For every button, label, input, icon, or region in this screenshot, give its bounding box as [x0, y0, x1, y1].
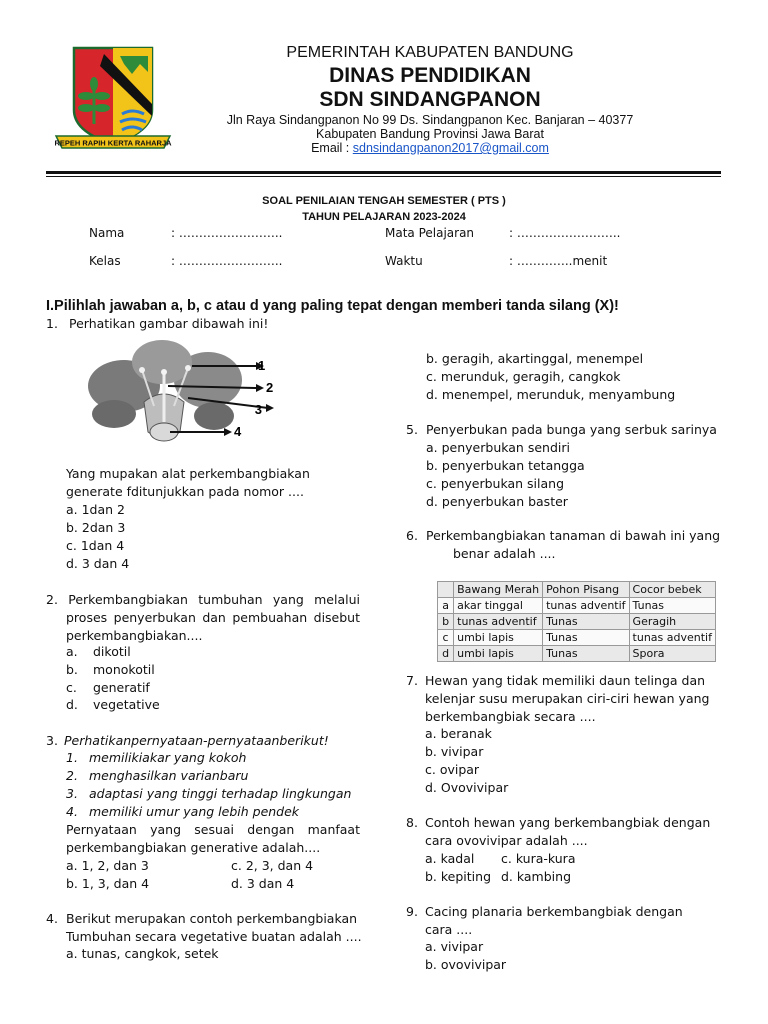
table-row — [438, 598, 716, 614]
q1-option-a[interactable]: a. 1dan 2 — [66, 502, 126, 517]
q8-option-d[interactable]: d. kambing — [501, 869, 572, 884]
section-title: I.Pilihlah jawaban a, b, c atau d yang paling tepat dengan memberi tanda silang (X)! — [46, 298, 619, 314]
office-name: DINAS PENDIDIKAN — [329, 64, 531, 87]
table-cell — [438, 582, 454, 598]
q1-option-b[interactable]: b. 2dan 3 — [66, 520, 126, 535]
table-cell: b — [438, 614, 454, 630]
q6-line1: Perkembangbiakan tanaman di bawah ini yang — [426, 528, 721, 543]
q7-option-c[interactable]: c. ovipar — [425, 762, 480, 777]
q3-option-d[interactable]: d. 3 dan 4 — [231, 876, 295, 891]
q6-answer-table — [437, 581, 716, 662]
figure-label-2: 2 — [266, 380, 274, 395]
field-label-waktu: Waktu — [385, 254, 423, 268]
q1-number: 1. — [46, 316, 58, 331]
table-cell: Tunas — [543, 646, 629, 662]
table-cell: a — [438, 598, 454, 614]
q7-number: 7. — [406, 673, 418, 688]
table-cell: d — [438, 646, 454, 662]
table-cell: Tunas — [543, 630, 629, 646]
q3-number: 3. — [46, 733, 58, 748]
table-cell: Tunas — [543, 614, 629, 630]
q3-statement-2: menghasilkan varianbaru — [89, 768, 249, 783]
q7-option-a[interactable]: a. beranak — [425, 726, 492, 741]
q2-option-c-key: c. — [66, 680, 77, 695]
email-label: Email : — [311, 141, 353, 155]
q1-text-line2: generate fditunjukkan pada nomor .... — [66, 484, 304, 499]
field-label-mata-pelajaran: Mata Pelajaran — [385, 226, 475, 240]
q1-option-c[interactable]: c. 1dan 4 — [66, 538, 125, 553]
header-rule-thin — [46, 176, 721, 177]
email-link[interactable]: sdnsindangpanon2017@gmail.com — [352, 141, 549, 155]
figure-label-1: 1 — [258, 358, 266, 373]
field-label-kelas: Kelas — [89, 254, 121, 268]
q3-statement-1-num: 1. — [66, 750, 78, 765]
q9-line2: cara .... — [425, 922, 473, 937]
field-label-nama: Nama — [89, 226, 125, 240]
school-address: Jln Raya Sindangpanon No 99 Ds. Sindangpanon Kec. Banjaran – 40377 — [226, 113, 634, 127]
table-cell: umbi lapis — [454, 630, 543, 646]
exam-year: TAHUN PELAJARAN 2023-2024 — [302, 211, 466, 223]
q7-option-b[interactable]: b. vivipar — [425, 744, 484, 759]
table-cell: tunas adventif — [454, 614, 543, 630]
field-value-nama[interactable]: : …………………….. — [171, 226, 283, 240]
table-cell: Spora — [629, 646, 715, 662]
table-cell: tunas adventif — [629, 630, 715, 646]
q2-option-c[interactable]: generatif — [93, 680, 150, 695]
q8-line2: cara ovovivipar adalah .... — [425, 833, 588, 848]
q4-option-a[interactable]: a. tunas, cangkok, setek — [66, 946, 219, 961]
q4-option-d[interactable]: d. menempel, merunduk, menyambung — [426, 387, 676, 402]
q6-number: 6. — [406, 528, 418, 543]
q3-option-c[interactable]: c. 2, 3, dan 4 — [231, 858, 314, 873]
q4-line1: Berikut merupakan contoh perkembangbiakan — [66, 911, 358, 926]
q7-line2: kelenjar susu merupakan ciri-ciri hewan yang — [425, 691, 710, 706]
table-cell: tunas adventif — [543, 598, 629, 614]
q5-option-a[interactable]: a. penyerbukan sendiri — [426, 440, 570, 455]
q3-statement-3-num: 3. — [66, 786, 78, 801]
table-row — [438, 646, 716, 662]
q2-line2: proses penyerbukan dan pembuahan disebut — [66, 610, 360, 625]
q8-option-a[interactable]: a. kadal — [425, 851, 475, 866]
q2-option-a-key: a. — [66, 644, 78, 659]
q5-number: 5. — [406, 422, 418, 437]
q2-line1: 2. Perkembangbiakan tumbuhan yang melalui — [46, 592, 360, 607]
table-header-cell: Bawang Merah — [454, 582, 543, 598]
q9-option-a[interactable]: a. vivipar — [425, 939, 484, 954]
table-cell: c — [438, 630, 454, 646]
q3-statement-4-num: 4. — [66, 804, 78, 819]
q4-option-b[interactable]: b. geragih, akartinggal, menempel — [426, 351, 644, 366]
q8-line1: Contoh hewan yang berkembangbiak dengan — [425, 815, 711, 830]
school-region: Kabupaten Bandung Provinsi Jawa Barat — [316, 127, 544, 141]
q2-option-a[interactable]: dikotil — [93, 644, 131, 659]
q8-option-c[interactable]: c. kura-kura — [501, 851, 576, 866]
q1-text-line1: Yang mupakan alat perkembangbiakan — [66, 466, 310, 481]
q1-prompt: Perhatikan gambar dibawah ini! — [69, 316, 269, 331]
q7-option-d[interactable]: d. Ovovivipar — [425, 780, 509, 795]
q7-line1: Hewan yang tidak memiliki daun telinga dan — [425, 673, 706, 688]
field-value-mata-pelajaran[interactable]: : …………………….. — [509, 226, 621, 240]
table-header-cell: Pohon Pisang — [543, 582, 629, 598]
q3-text-line2: perkembangbiakan generative adalah.... — [66, 840, 321, 855]
q4-number: 4. — [46, 911, 58, 926]
q9-number: 9. — [406, 904, 418, 919]
table-cell: Tunas — [629, 598, 715, 614]
q2-option-b-key: b. — [66, 662, 78, 677]
table-row — [438, 630, 716, 646]
figure-label-3: 3 — [254, 402, 262, 417]
q2-option-b[interactable]: monokotil — [93, 662, 155, 677]
q3-statement-1: memilikiakar yang kokoh — [89, 750, 247, 765]
q2-option-d-key: d. — [66, 697, 78, 712]
q3-statement-4: memiliki umur yang lebih pendek — [89, 804, 300, 819]
table-row — [438, 614, 716, 630]
q5-option-c[interactable]: c. penyerbukan silang — [426, 476, 565, 491]
q3-option-b[interactable]: b. 1, 3, dan 4 — [66, 876, 150, 891]
flower-diagram — [84, 336, 276, 458]
school-email-line — [200, 141, 660, 155]
q3-option-a[interactable]: a. 1, 2, dan 3 — [66, 858, 149, 873]
logo-motto: REPEH RAPIH KERTA RAHARJA — [54, 138, 172, 148]
table-cell: umbi lapis — [454, 646, 543, 662]
q5-option-d[interactable]: d. penyerbukan baster — [426, 494, 568, 509]
table-cell: akar tinggal — [454, 598, 543, 614]
q9-line1: Cacing planaria berkembangbiak dengan — [425, 904, 683, 919]
q3-statement-2-num: 2. — [66, 768, 78, 783]
q8-number: 8. — [406, 815, 418, 830]
q4-option-c[interactable]: c. merunduk, geragih, cangkok — [426, 369, 621, 384]
exam-title: SOAL PENILAIAN TENGAH SEMESTER ( PTS ) — [262, 195, 506, 207]
q3-text-line1: Pernyataan yang sesuai dengan manfaat — [66, 822, 360, 837]
header-rule-thick — [46, 171, 721, 174]
q9-option-b[interactable]: b. ovovivipar — [425, 957, 507, 972]
q7-line3: berkembangbiak secara .... — [425, 709, 596, 724]
table-header-row — [438, 582, 716, 598]
q4-line2: Tumbuhan secara vegetative buatan adalah .... — [66, 929, 362, 944]
q8-option-b[interactable]: b. kepiting — [425, 869, 492, 884]
kabupaten-bandung-emblem — [52, 44, 174, 154]
q2-option-d[interactable]: vegetative — [93, 697, 160, 712]
q6-line2: benar adalah .... — [453, 546, 556, 561]
q2-line3: perkembangbiakan.... — [66, 628, 203, 643]
school-name: SDN SINDANGPANON — [319, 88, 541, 111]
q3-statement-3: adaptasi yang tinggi terhadap lingkungan — [89, 786, 352, 801]
q5-option-b[interactable]: b. penyerbukan tetangga — [426, 458, 585, 473]
table-header-cell: Cocor bebek — [629, 582, 715, 598]
table-cell: Geragih — [629, 614, 715, 630]
field-value-kelas[interactable]: : …………………….. — [171, 254, 283, 268]
q1-option-d[interactable]: d. 3 dan 4 — [66, 556, 130, 571]
government-name: PEMERINTAH KABUPATEN BANDUNG — [286, 44, 574, 61]
field-value-waktu[interactable]: : …………..menit — [509, 254, 608, 268]
figure-label-4: 4 — [234, 424, 242, 439]
q5-prompt: Penyerbukan pada bunga yang serbuk sarinya — [426, 422, 717, 437]
q3-prompt: Perhatikanpernyataan-pernyataanberikut! — [64, 733, 329, 748]
